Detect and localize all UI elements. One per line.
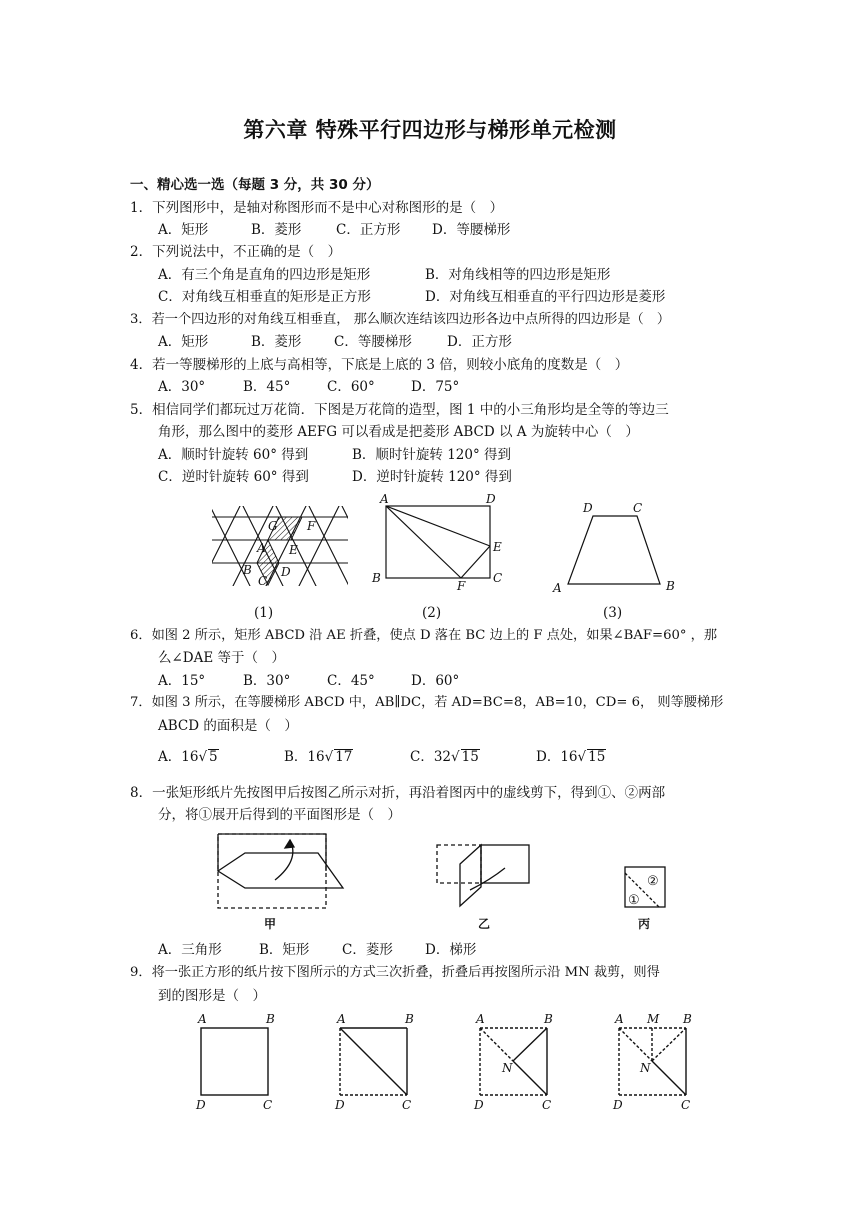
q9f2-label-a: A [337, 1012, 346, 1026]
q9f3-label-c: C [542, 1098, 552, 1112]
figure-caption-yi: 乙 [478, 917, 491, 931]
q9f3-label-n: N [502, 1061, 513, 1075]
q4-option-a[interactable]: A．30° [158, 379, 206, 395]
q9f3-label-d: D [474, 1098, 484, 1112]
fig3-label-c: C [633, 501, 643, 515]
q5-option-b[interactable]: B．顺时针旋转 120° 得到 [352, 447, 512, 463]
figure-caption-1: (1) [254, 605, 274, 621]
q3-option-c[interactable]: C．等腰梯形 [334, 334, 412, 350]
q7-option-d[interactable]: D．16√ 15 [536, 749, 606, 765]
fig3-label-a: A [553, 581, 562, 595]
q9-figure-4 [619, 1028, 686, 1095]
question-6-stem-line2: 么∠DAE 等于（ ） [158, 650, 286, 666]
question-9-stem-line2: 到的图形是（ ） [158, 988, 266, 1004]
q9f4-label-c: C [681, 1098, 691, 1112]
q9f1-label-d: D [196, 1098, 206, 1112]
q9-figure-1 [201, 1028, 268, 1095]
q7-a-label: A．16 [158, 749, 199, 765]
figure-caption-bing: 丙 [638, 917, 651, 931]
q9f1-label-a: A [198, 1012, 207, 1026]
q6-option-c[interactable]: C．45° [327, 673, 375, 689]
q7-c-radicand: 15 [461, 749, 479, 765]
q4-option-b[interactable]: B．45° [243, 379, 291, 395]
q8-option-c[interactable]: C．菱形 [342, 942, 393, 958]
fig2-label-c: C [493, 571, 503, 585]
q7-d-label: D．16 [536, 749, 578, 765]
q9f2-label-c: C [402, 1098, 412, 1112]
fig2-label-e: E [493, 540, 502, 554]
q2-option-c[interactable]: C．对角线互相垂直的矩形是正方形 [158, 289, 371, 305]
q9f4-label-n: N [640, 1061, 651, 1075]
section-heading: 一、精心选一选（每题 3 分，共 30 分） [130, 177, 380, 193]
fig3-label-b: B [666, 579, 675, 593]
q1-option-c[interactable]: C．正方形 [336, 222, 401, 238]
q9f3-label-a: A [476, 1012, 485, 1026]
q8-option-b[interactable]: B．矩形 [259, 942, 310, 958]
figure-yi [437, 845, 529, 906]
question-5-stem-line2: 角形，那么图中的菱形 AEFG 可以看成是把菱形 ABCD 以 A 为旋转中心（ ） [158, 424, 639, 440]
q9f4-label-b: B [683, 1012, 692, 1026]
fig2-label-b: B [372, 571, 381, 585]
question-9-stem-line1: 9．将一张正方形的纸片按下图所示的方式三次折叠，折叠后再按图所示沿 MN 裁剪，则得 [130, 965, 660, 980]
question-4-stem: 4．若一等腰梯形的上底与高相等，下底是上底的 3 倍，则较小底角的度数是（ ） [130, 357, 629, 373]
q2-option-a[interactable]: A．有三个角是直角的四边形是矩形 [158, 267, 371, 283]
q6-option-d[interactable]: D．60° [411, 673, 460, 689]
fig2-label-d: D [486, 492, 496, 506]
q9f4-label-m: M [647, 1012, 660, 1026]
fig2-label-f: F [457, 579, 466, 593]
q3-option-d[interactable]: D．正方形 [447, 334, 512, 350]
q7-a-radicand: 5 [209, 749, 218, 765]
q9f3-label-b: B [544, 1012, 553, 1026]
q8-option-a[interactable]: A．三角形 [158, 942, 222, 958]
q7-option-a[interactable]: A．16√ 5 [158, 749, 218, 765]
fig3-label-d: D [583, 501, 593, 515]
question-3-stem: 3．若一个四边形的对角线互相垂直， 那么顺次连结该四边形各边中点所得的四边形是（ ） [130, 312, 671, 327]
question-5-stem-line1: 5．相信同学们都玩过万花筒．下图是万花筒的造型，图 1 中的小三角形均是全等的等边三 [130, 402, 669, 418]
question-2-stem: 2．下列说法中，不正确的是（ ） [130, 244, 342, 260]
q5-option-a[interactable]: A．顺时针旋转 60° 得到 [158, 447, 309, 463]
question-6-stem-line1: 6．如图 2 所示，矩形 ABCD 沿 AE 折叠，使点 D 落在 BC 边上的 F 点处，如果∠BAF=60° ，那 [130, 628, 718, 643]
q1-option-d[interactable]: D．等腰梯形 [432, 222, 511, 238]
question-8-stem-line2: 分，将①展开后得到的平面图形是（ ） [158, 807, 401, 823]
fig1-label-e: E [289, 543, 298, 557]
question-7-stem-line2: ABCD 的面积是（ ） [158, 718, 298, 734]
bing-mark-2: ② [647, 874, 659, 889]
bing-mark-1: ① [628, 893, 640, 908]
q9f4-label-d: D [613, 1098, 623, 1112]
q5-option-d[interactable]: D．逆时针旋转 120° 得到 [352, 469, 512, 485]
q1-option-b[interactable]: B．菱形 [251, 222, 302, 238]
q3-option-b[interactable]: B．菱形 [251, 334, 302, 350]
q7-c-label: C．32 [410, 749, 452, 765]
question-7-stem-line1: 7．如图 3 所示，在等腰梯形 ABCD 中，AB∥DC，若 AD=BC=8，AB=10，CD= 6， 则等腰梯形 [130, 695, 724, 710]
q7-option-c[interactable]: C．32√ 15 [410, 749, 479, 765]
q6-option-a[interactable]: A．15° [158, 673, 206, 689]
q9f1-label-b: B [266, 1012, 275, 1026]
q9f2-label-d: D [335, 1098, 345, 1112]
q9-figure-2 [340, 1028, 407, 1095]
q4-option-d[interactable]: D．75° [411, 379, 460, 395]
q9f2-label-b: B [405, 1012, 414, 1026]
page-title: 第六章 特殊平行四边形与梯形单元检测 [243, 118, 617, 142]
q9f1-label-c: C [263, 1098, 273, 1112]
fig1-label-f: F [307, 519, 316, 533]
q1-option-a[interactable]: A．矩形 [158, 222, 209, 238]
fig1-label-c: C [258, 574, 268, 588]
q7-option-b[interactable]: B．16√ 17 [284, 749, 353, 765]
q3-option-a[interactable]: A．矩形 [158, 334, 209, 350]
q7-d-radicand: 15 [588, 749, 606, 765]
figure-caption-3: (3) [603, 605, 623, 621]
q4-option-c[interactable]: C．60° [327, 379, 375, 395]
q7-b-radicand: 17 [335, 749, 353, 765]
figure-caption-2: (2) [422, 605, 442, 621]
figure-3-trapezoid [568, 516, 660, 584]
fig1-label-g: G [268, 519, 278, 533]
fig1-label-a: A [257, 541, 266, 555]
question-1-stem: 1．下列图形中，是轴对称图形而不是中心对称图形的是（ ） [130, 200, 504, 216]
q2-option-b[interactable]: B．对角线相等的四边形是矩形 [425, 267, 611, 283]
fig2-label-a: A [380, 492, 389, 506]
figure-2-rectangle-fold [386, 506, 490, 578]
figure-jia [218, 834, 343, 908]
q2-option-d[interactable]: D．对角线互相垂直的平行四边形是菱形 [425, 289, 666, 305]
question-8-stem-line1: 8．一张矩形纸片先按图甲后按图乙所示对折，再沿着图丙中的虚线剪下，得到①、②两部 [130, 785, 666, 801]
fig1-label-d: D [281, 565, 291, 579]
q9-figure-3 [480, 1028, 547, 1095]
figure-caption-jia: 甲 [264, 917, 277, 931]
q9f4-label-a: A [615, 1012, 624, 1026]
q7-b-label: B．16 [284, 749, 325, 765]
q6-option-b[interactable]: B．30° [243, 673, 291, 689]
q8-option-d[interactable]: D．梯形 [425, 942, 477, 958]
fig1-label-b: B [243, 563, 252, 577]
q5-option-c[interactable]: C．逆时针旋转 60° 得到 [158, 469, 309, 485]
